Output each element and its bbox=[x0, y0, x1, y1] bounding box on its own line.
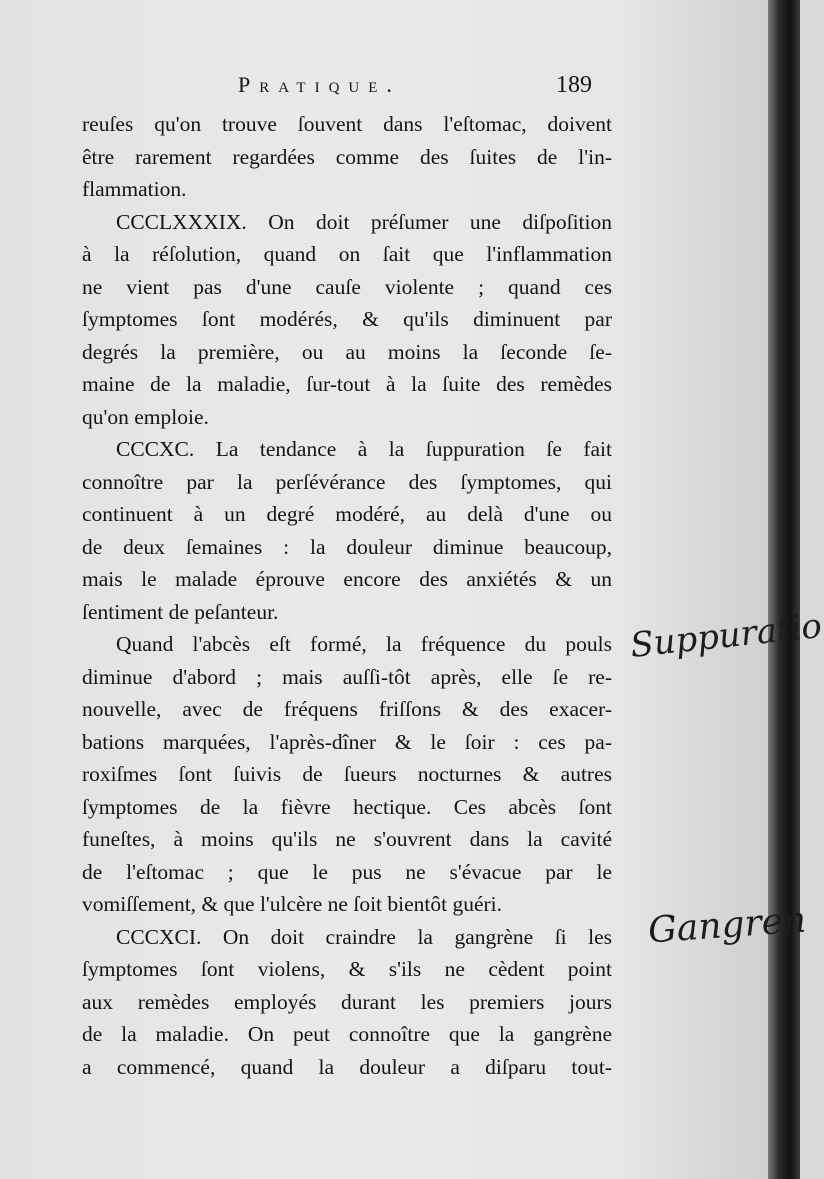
handwritten-annotation-gangrene: Gangren bbox=[646, 899, 808, 952]
text-line: a commencé, quand la douleur a diſparu tout- bbox=[82, 1054, 612, 1079]
text-line: à la réſolution, quand on ſait que l'inflammation bbox=[82, 242, 612, 266]
text-line: nouvelle, avec de fréquens friſſons & des exacer- bbox=[82, 697, 612, 721]
handwritten-annotation-suppuration: Suppuratio bbox=[628, 606, 824, 666]
text-line: bations marquées, l'après-dîner & le ſoir : ces pa- bbox=[82, 729, 612, 754]
body-text bbox=[82, 108, 612, 1083]
text-line: CCCLXXXIX. On doit préſumer une diſpoſition bbox=[116, 209, 612, 234]
text-line: maine de la maladie, ſur-tout à la ſuite des remèdes bbox=[82, 372, 612, 396]
text-line: ſymptomes de la fièvre hectique. Ces abcès ſont bbox=[82, 794, 612, 819]
page-header bbox=[0, 72, 800, 102]
text-line: ſymptomes ſont modérés, & qu'ils diminuent par bbox=[82, 307, 612, 331]
text-line: continuent à un degré modéré, au delà d'une ou bbox=[82, 502, 612, 526]
text-line: diminue d'abord ; mais auſſi-tôt après, elle ſe re- bbox=[82, 664, 612, 689]
text-line: de la maladie. On peut connoître que la gangrène bbox=[82, 1022, 612, 1046]
text-line: CCCXCI. On doit craindre la gangrène ſi les bbox=[116, 924, 612, 949]
page-number: 189 bbox=[556, 72, 592, 98]
text-line: vomiſſement, & que l'ulcère ne ſoit bientôt guéri. bbox=[82, 892, 503, 916]
text-line: Quand l'abcès eſt formé, la fréquence du pouls bbox=[116, 632, 612, 656]
book-spine bbox=[768, 0, 800, 1179]
text-line: qu'on emploie. bbox=[82, 404, 209, 429]
running-title: Pratique. bbox=[238, 72, 401, 97]
text-line: aux remèdes employés durant les premiers jours bbox=[82, 989, 612, 1014]
text-line: de deux ſemaines : la douleur diminue beaucoup, bbox=[82, 534, 612, 559]
text-line: funeſtes, à moins qu'ils ne s'ouvrent dans la cavité bbox=[82, 827, 612, 851]
text-line: ne vient pas d'une cauſe violente ; quand ces bbox=[82, 274, 612, 299]
text-line: reuſes qu'on trouve ſouvent dans l'eſtomac, doivent bbox=[82, 112, 612, 136]
text-line: roxiſmes ſont ſuivis de ſueurs nocturnes & autres bbox=[82, 762, 612, 786]
text-line: CCCXC. La tendance à la ſuppuration ſe fait bbox=[116, 437, 612, 461]
text-line: degrés la première, ou au moins la ſeconde ſe- bbox=[82, 339, 612, 364]
text-line: être rarement regardées comme des ſuites de l'in- bbox=[82, 144, 612, 169]
text-line: ſymptomes ſont violens, & s'ils ne cèdent point bbox=[82, 957, 612, 981]
text-line: de l'eſtomac ; que le pus ne s'évacue par le bbox=[82, 859, 612, 884]
text-line: flammation. bbox=[82, 177, 187, 201]
text-line: ſentiment de peſanteur. bbox=[82, 599, 279, 624]
text-line: connoître par la perſévérance des ſymptomes, qui bbox=[82, 469, 612, 494]
text-line: mais le malade éprouve encore des anxiétés & un bbox=[82, 567, 612, 591]
